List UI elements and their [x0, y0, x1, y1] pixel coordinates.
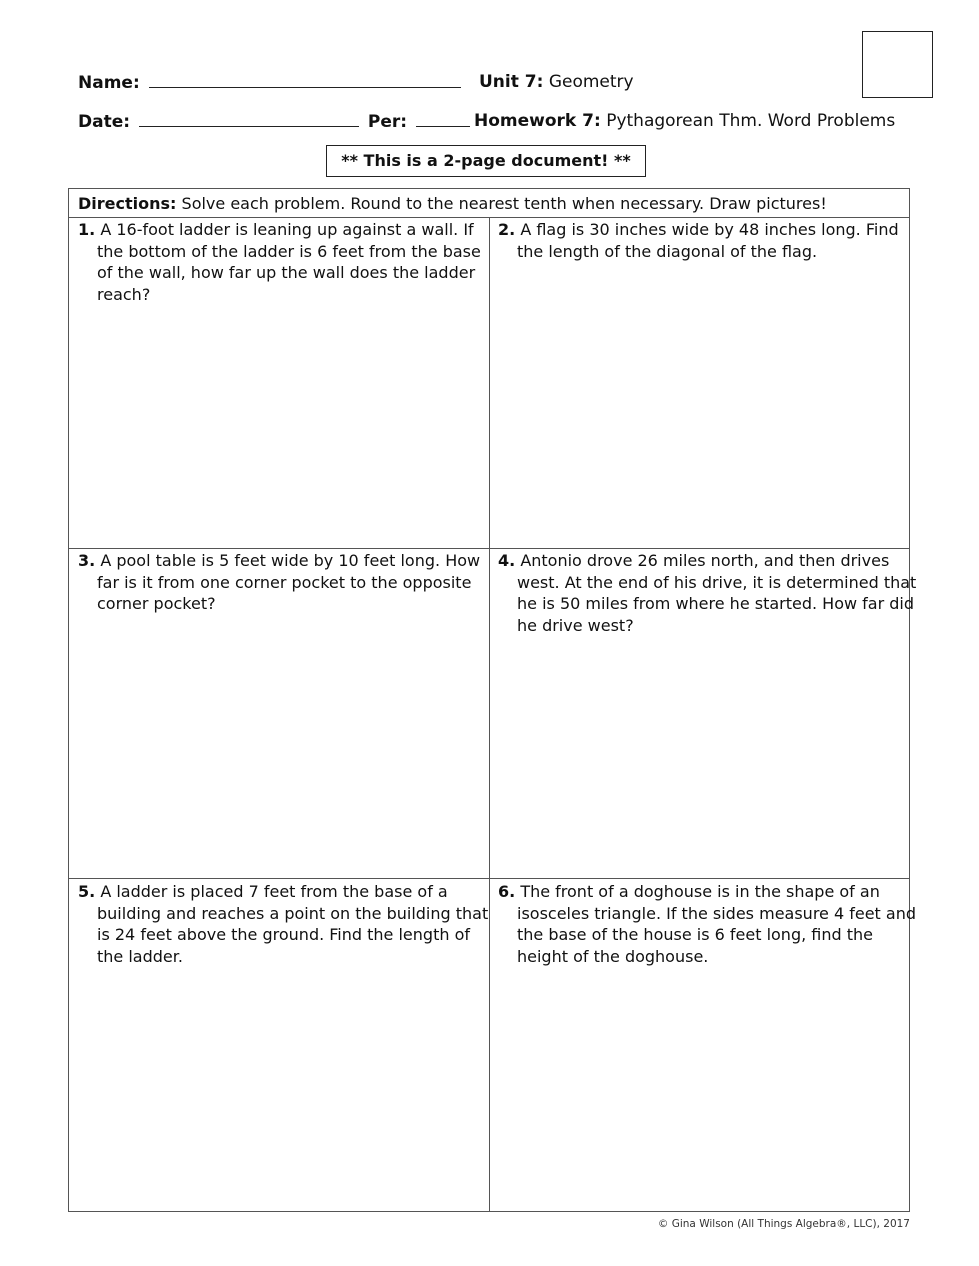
- problem-number: 5.: [78, 882, 96, 901]
- name-field[interactable]: [78, 72, 461, 93]
- problem-1[interactable]: [78, 219, 497, 306]
- problem-number: 1.: [78, 220, 96, 239]
- directions: [69, 189, 909, 218]
- date-label: Date:: [78, 112, 131, 132]
- homework-value: Pythagorean Thm. Word Problems: [606, 111, 896, 131]
- problem-text: A ladder is placed 7 feet from the base of a building and reaches a point on the building that is 24 feet above the ground. Find the length of the ladder.: [97, 882, 489, 967]
- directions-text: Solve each problem. Round to the nearest tenth when necessary. Draw pictures!: [181, 194, 827, 213]
- problem-3[interactable]: [78, 550, 497, 615]
- problem-text: Antonio drove 26 miles north, and then drives west. At the end of his drive, it is determined that he is 50 miles from where he started. How far did he drive west?: [517, 551, 917, 636]
- date-blank[interactable]: [139, 111, 359, 127]
- directions-label: Directions:: [78, 194, 177, 213]
- row-divider: [69, 548, 909, 549]
- problem-6[interactable]: [498, 881, 917, 968]
- problem-text: The front of a doghouse is in the shape of an isosceles triangle. If the sides measure 4 feet and the base of the house is 6 feet long, find the height of the doghouse.: [517, 882, 917, 967]
- problem-5[interactable]: [78, 881, 497, 968]
- problem-text: A flag is 30 inches wide by 48 inches long. Find the length of the diagonal of the flag.: [517, 220, 899, 261]
- problem-4[interactable]: [498, 550, 917, 637]
- unit-value: Geometry: [548, 72, 634, 92]
- problem-number: 6.: [498, 882, 516, 901]
- problem-number: 2.: [498, 220, 516, 239]
- problem-text: A pool table is 5 feet wide by 10 feet long. How far is it from one corner pocket to the opposite corner pocket?: [97, 551, 481, 614]
- two-page-notice: ** This is a 2-page document! **: [326, 145, 646, 177]
- date-period-field: [78, 111, 470, 132]
- homework-title: [474, 111, 895, 131]
- name-label: Name:: [78, 73, 140, 93]
- problem-grid: [68, 188, 917, 1212]
- problem-2[interactable]: [498, 219, 917, 262]
- problem-text: A 16-foot ladder is leaning up against a wall. If the bottom of the ladder is 6 feet from the base of the wall, how far up the wall does the ladder reach?: [97, 220, 481, 305]
- unit-title: [479, 72, 634, 92]
- column-divider: [489, 218, 490, 1211]
- problem-number: 4.: [498, 551, 516, 570]
- problem-number: 3.: [78, 551, 96, 570]
- name-blank[interactable]: [149, 72, 461, 88]
- row-divider: [69, 878, 909, 879]
- homework-label: Homework 7:: [474, 111, 601, 131]
- period-label: Per:: [367, 112, 408, 132]
- unit-label: Unit 7:: [479, 72, 544, 92]
- period-blank[interactable]: [416, 111, 470, 127]
- copyright: © Gina Wilson (All Things Algebra®, LLC), 2017: [657, 1218, 910, 1230]
- score-box[interactable]: [862, 31, 933, 98]
